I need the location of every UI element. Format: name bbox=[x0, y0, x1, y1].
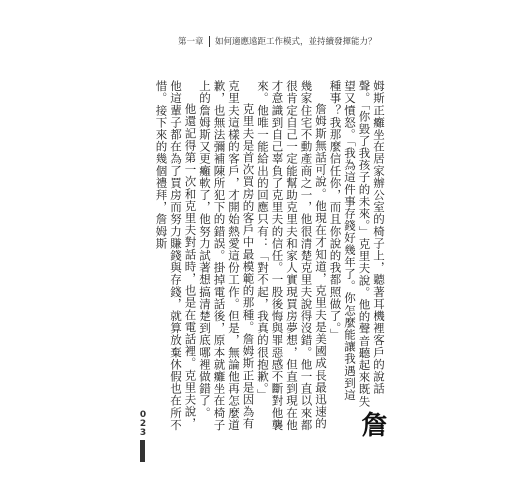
paragraph-1 bbox=[328, 80, 386, 438]
running-header bbox=[178, 34, 377, 48]
paragraph-4: 他還記得第一次和克里夫對話時，也是在電話裡。克里夫說，他這輩子都在為了買房而努力賺錢與存錢，就算放棄休假也在所不惜。接下來的幾個禮拜，詹姆斯 bbox=[154, 80, 198, 431]
chapter-title: 如何適應遠距工作模式，並持續發揮能力？ bbox=[215, 37, 377, 47]
page-marker-bar bbox=[140, 440, 145, 462]
header-divider bbox=[209, 36, 211, 47]
drop-cap: 詹 bbox=[357, 411, 387, 438]
paragraph-2: 詹姆斯無話可說。他現在才知道，克里夫是美國成長最迅速的幾家住宅不動產商之一，他很清楚克里夫說得沒錯。他一直以來都很肯定自己一定能幫助克里夫和家人實現買房夢想，但直到現在他才意識到自己辜負了克里夫的信任。一股後悔與罪惡感不斷對他襲來。他唯一能給出的回應只有：「對不起，我真的很抱歉。」 bbox=[256, 80, 328, 431]
vertical-body-text bbox=[154, 80, 387, 438]
paragraph-3: 克里夫是首次買房的客戶中最模範的那種。詹姆斯正是因為有克里夫這樣的客戶，才開始熱愛這份工作。但是，無論他再怎麼道歉，也無法彌補陳所犯下的錯誤。掛掉電話後，原本就癱坐在椅子上的詹姆斯又更癱軟了，他努力試著想搞清楚到底哪裡做錯了。 bbox=[198, 80, 256, 431]
paragraph-1-text: 姆斯正癱坐在居家辦公室的椅子上，聽著耳機裡客戶的說話聲。「你毀了我孩子的未來。」克里夫說。他的聲音聽起來既失望又憤怒。「我為這件事存錢好幾年了。你怎麼能讓我遇到這種事？我那麼信任你，而且你說的我都照做了。」 bbox=[328, 80, 386, 408]
chapter-label: 第一章 bbox=[178, 37, 204, 47]
page-number: 023 bbox=[138, 410, 148, 437]
